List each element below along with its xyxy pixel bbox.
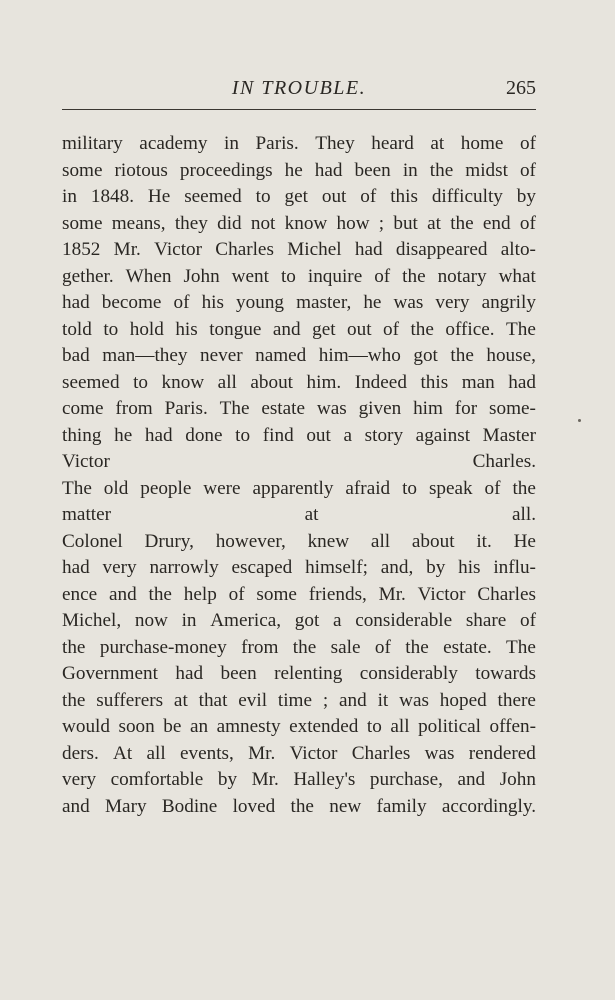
word: Mr.	[248, 742, 276, 764]
word: seemed	[62, 371, 120, 393]
word: did	[217, 212, 242, 234]
word: his	[175, 318, 198, 340]
word: to	[235, 424, 251, 446]
word: afraid	[345, 477, 391, 499]
word: Charles	[351, 742, 411, 764]
text-line	[62, 184, 536, 211]
word: sufferers	[96, 689, 164, 711]
word: of	[173, 292, 190, 313]
word: the	[429, 159, 454, 181]
word: they	[174, 212, 208, 234]
word: get	[312, 318, 336, 340]
word: and,	[380, 557, 414, 578]
word: the	[512, 477, 536, 499]
word: and	[272, 318, 301, 340]
word: of	[484, 477, 501, 499]
word: difficulty	[431, 186, 503, 207]
word: ders.	[62, 742, 99, 764]
word: the	[405, 636, 429, 658]
text-line	[62, 396, 536, 423]
word: young	[236, 292, 284, 313]
word: some	[62, 212, 103, 234]
word: relenting	[274, 663, 343, 684]
word: thing	[62, 424, 102, 446]
word: be	[163, 716, 182, 737]
word: was	[316, 398, 347, 419]
text-line: Victor Charles.	[62, 451, 536, 472]
word: had	[144, 424, 173, 446]
word: had	[354, 239, 383, 260]
text-line	[62, 714, 536, 741]
word: in	[402, 159, 418, 181]
word: to	[402, 477, 418, 499]
text-line	[62, 370, 536, 397]
paragraph	[62, 476, 536, 529]
word: know	[284, 212, 328, 234]
text-line	[62, 317, 536, 344]
word: very	[102, 557, 137, 578]
word: he	[114, 424, 133, 446]
word: extended	[289, 716, 359, 737]
text-line	[62, 131, 536, 158]
word: riotous	[114, 159, 168, 181]
word: but	[393, 212, 418, 234]
word: disappeared	[395, 239, 488, 260]
word: The	[219, 398, 250, 419]
word: considerable	[355, 610, 453, 631]
word: at	[427, 212, 441, 234]
word: At	[113, 742, 133, 764]
word: he	[284, 159, 303, 181]
word: story	[364, 424, 404, 446]
text-line	[62, 158, 536, 185]
word: ;	[322, 689, 329, 711]
word: Victor	[289, 742, 338, 764]
word: by	[217, 769, 238, 790]
word: When	[125, 265, 172, 287]
word: had	[62, 557, 90, 578]
word: very	[435, 292, 470, 313]
text-line	[62, 237, 536, 264]
word: of	[520, 610, 536, 631]
word: Charles	[215, 239, 274, 260]
word: comfortable	[110, 769, 204, 790]
word: his	[458, 557, 481, 578]
word: the	[292, 636, 317, 658]
word: speak	[428, 477, 473, 499]
word: Victor	[417, 583, 466, 605]
word: of	[360, 186, 377, 207]
word: of	[519, 159, 536, 181]
word: against	[415, 424, 471, 446]
word: all	[217, 371, 237, 393]
word: given	[358, 398, 402, 419]
word: political	[418, 716, 481, 737]
word: from	[115, 398, 153, 419]
word: Mr.	[378, 583, 406, 605]
text-line	[62, 264, 536, 291]
word: there	[497, 689, 536, 711]
word: and	[339, 689, 367, 711]
word: hold	[129, 318, 164, 340]
word: of	[383, 318, 399, 340]
word: had	[62, 292, 90, 313]
word: out	[306, 424, 331, 446]
word: been	[220, 663, 257, 684]
word: that	[198, 689, 228, 711]
word: had	[175, 663, 204, 684]
word: not	[250, 212, 276, 234]
word: estate.	[443, 636, 492, 658]
word: some	[256, 583, 297, 605]
word: find	[262, 424, 294, 446]
word: Master	[482, 424, 536, 446]
body-text	[62, 131, 536, 820]
word: had	[508, 371, 536, 393]
text-line	[62, 476, 536, 503]
word: home	[460, 133, 504, 154]
text-line	[62, 608, 536, 635]
word: gether.	[62, 265, 114, 287]
text-line	[62, 661, 536, 688]
text-line	[62, 529, 536, 556]
word: some-	[489, 398, 536, 419]
word: offen-	[489, 716, 536, 737]
word: ;	[378, 212, 385, 234]
word: for	[454, 398, 478, 419]
word: himself;	[305, 557, 368, 578]
word: had	[314, 159, 343, 181]
word: Halley's	[293, 769, 356, 790]
word: was	[399, 689, 429, 711]
word: 1848.	[90, 186, 135, 207]
word: become	[101, 292, 162, 313]
word: house,	[486, 345, 536, 366]
text-line	[62, 290, 536, 317]
word: from	[241, 636, 279, 658]
word: notary	[437, 265, 487, 287]
word: Paris.	[164, 398, 208, 419]
word: all	[370, 530, 391, 552]
word: this	[390, 186, 418, 207]
word: at	[173, 689, 188, 711]
word: this	[420, 371, 449, 393]
word: office.	[445, 318, 495, 340]
paragraph	[62, 529, 536, 821]
word: Drury,	[144, 530, 194, 552]
word: however,	[215, 530, 286, 552]
word: went	[231, 265, 269, 287]
word: by	[426, 557, 446, 578]
word: in	[181, 610, 197, 631]
word: the	[148, 583, 172, 605]
word: influ-	[493, 557, 536, 578]
word: hoped	[439, 689, 487, 711]
text-line	[62, 741, 536, 768]
word: about	[411, 530, 455, 552]
word: events,	[179, 742, 234, 764]
word: been	[354, 159, 391, 181]
text-line	[62, 555, 536, 582]
word: evil	[238, 689, 268, 711]
word: got	[294, 610, 320, 631]
word: John	[499, 769, 536, 790]
word: escaped	[231, 557, 293, 578]
word: share	[465, 610, 507, 631]
word: The	[62, 477, 92, 499]
word: out	[347, 318, 372, 340]
word: Mr.	[113, 239, 141, 260]
word: was	[424, 742, 455, 764]
word: Charles	[477, 583, 536, 605]
word: bad	[62, 345, 90, 366]
word: The	[506, 636, 536, 658]
word: and	[108, 583, 137, 605]
word: military	[62, 133, 123, 154]
paragraph	[62, 131, 536, 476]
word: considerably	[359, 663, 458, 684]
word: Colonel	[62, 530, 123, 552]
word: towards	[475, 663, 536, 684]
word: the	[450, 212, 474, 234]
word: the	[450, 345, 474, 366]
text-line	[62, 688, 536, 715]
word: knew	[307, 530, 350, 552]
word: him—who	[318, 345, 401, 366]
word: a	[343, 424, 353, 446]
word: time	[277, 689, 312, 711]
word: come	[62, 398, 104, 419]
word: done	[185, 424, 223, 446]
word: and	[457, 769, 486, 790]
word: to	[133, 371, 148, 393]
word: midst	[465, 159, 508, 181]
word: proceedings	[179, 159, 273, 181]
text-line	[62, 343, 536, 370]
word: means,	[111, 212, 166, 234]
text-line: matter at all.	[62, 504, 536, 525]
word: of	[374, 636, 391, 658]
word: He	[513, 530, 536, 552]
word: was	[393, 292, 424, 313]
word: about	[250, 371, 294, 393]
word: of	[228, 583, 245, 605]
word: apparently	[252, 477, 334, 499]
word: a	[332, 610, 342, 631]
word: what	[498, 265, 536, 287]
text-line	[62, 423, 536, 450]
header-rule	[62, 109, 536, 110]
word: purchase-money	[99, 636, 227, 658]
word: get	[284, 186, 308, 207]
word: him	[413, 398, 443, 419]
word: Victor	[154, 239, 203, 260]
word: never	[199, 345, 243, 366]
word: friends,	[308, 583, 367, 605]
word: to	[103, 318, 119, 340]
word: at	[430, 133, 445, 154]
word: it	[377, 689, 389, 711]
word: now	[134, 610, 168, 631]
word: purchase,	[369, 769, 443, 790]
word: 1852	[62, 239, 101, 260]
running-title: IN TROUBLE.	[231, 77, 367, 99]
word: the	[62, 689, 86, 711]
word: of	[519, 133, 536, 154]
word: narrowly	[149, 557, 219, 578]
word: how	[336, 212, 370, 234]
word: soon	[118, 716, 155, 737]
word: in	[224, 133, 239, 154]
word: to	[366, 716, 382, 737]
word: in	[62, 186, 77, 207]
word: of	[374, 265, 391, 287]
word: master,	[296, 292, 352, 313]
word: alto-	[500, 239, 536, 260]
word: it.	[476, 530, 492, 552]
word: They	[315, 133, 355, 154]
word: got	[413, 345, 438, 366]
word: sale	[330, 636, 361, 658]
word: of	[519, 212, 536, 234]
word: ence	[62, 583, 98, 605]
word: The	[506, 318, 536, 340]
word: Government	[62, 663, 158, 684]
word: to	[255, 186, 271, 207]
word: heard	[371, 133, 414, 154]
word: rendered	[468, 742, 536, 764]
word: John	[183, 265, 220, 287]
word: Mr.	[251, 769, 279, 790]
word: tongue	[209, 318, 262, 340]
word: by	[516, 186, 536, 207]
word: America,	[210, 610, 282, 631]
word: help	[183, 583, 217, 605]
word: Michel,	[62, 610, 122, 631]
word: amnesty	[216, 716, 281, 737]
word: he	[363, 292, 382, 313]
word: inquire	[307, 265, 363, 287]
word: Michel	[287, 239, 342, 260]
text-line	[62, 635, 536, 662]
word: academy	[139, 133, 208, 154]
text-line: and Mary Bodine loved the new family accordingly.	[62, 795, 536, 817]
word: He	[147, 186, 171, 207]
word: Indeed	[354, 371, 407, 393]
word: Paris.	[255, 133, 299, 154]
word: people	[140, 477, 192, 499]
word: all	[146, 742, 166, 764]
word: seemed	[184, 186, 242, 207]
word: old	[103, 477, 129, 499]
word: his	[201, 292, 224, 313]
word: know	[161, 371, 205, 393]
word: very	[62, 769, 97, 790]
word: an	[189, 716, 209, 737]
word: him.	[306, 371, 342, 393]
word: out	[321, 186, 347, 207]
word: the	[402, 265, 426, 287]
word: told	[62, 318, 92, 340]
word: some	[62, 159, 103, 181]
text-line	[62, 767, 536, 794]
word: angrily	[481, 292, 536, 313]
word: were	[203, 477, 241, 499]
word: end	[482, 212, 511, 234]
text-line	[62, 211, 536, 238]
word: named	[255, 345, 307, 366]
word: man	[461, 371, 495, 393]
word: would	[62, 716, 110, 737]
page-number: 265	[506, 77, 536, 99]
word: the	[62, 636, 86, 658]
text-line	[62, 582, 536, 609]
word: the	[410, 318, 434, 340]
word: man—they	[102, 345, 188, 366]
paper-speck	[578, 419, 581, 422]
word: to	[280, 265, 296, 287]
running-head	[62, 72, 536, 112]
word: all	[390, 716, 410, 737]
word: estate	[261, 398, 306, 419]
